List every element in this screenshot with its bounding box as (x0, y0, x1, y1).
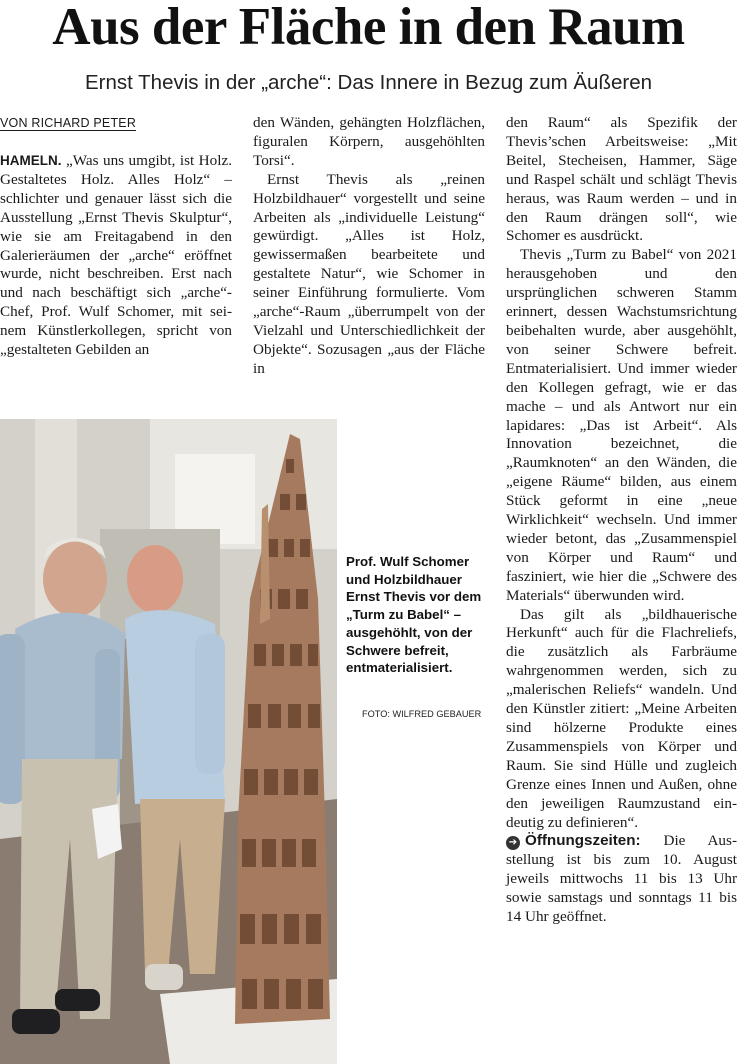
headline: Aus der Fläche in den Raum (52, 0, 685, 56)
opening-hours-text: Die Ausstellung ist bis zum 10. August jeweils mittwochs 11 bis 13 Uhr sowie samstags und sonntags 11 bis 14 Uhr geöffnet. (506, 832, 737, 926)
paragraph: den Wänden, gehängten Holzflächen, figuralen Körpern, ausgehöhlten Torsi“. (253, 114, 485, 169)
opening-hours-label: Öffnungszeiten: (525, 832, 641, 850)
byline: VON RICHARD PETER (0, 116, 137, 130)
article-photo (0, 419, 337, 1064)
column-2 (253, 114, 485, 379)
arrow-right-icon: ➔ (506, 836, 520, 850)
subheadline: Ernst Thevis in der „arche“: Das Innere in Bezug zum Äußeren (84, 71, 653, 94)
dateline: HAMELN. (0, 153, 62, 168)
paragraph: Das gilt als „bildhauerische Herkunft“ auch für die Flachreliefs, die zusätzlich als Farbräume wahrgenommen werden, sich zu „malerischen Reliefs“ wandeln. Und den Künstler zitiert: „Meine Arbeiten sind hölzerne Produkte eines Zusammenspiels von Körper und Raum. Sie sind Hülle und zugleich Grenze eines Innen und Außen, ohne den jeweiligen Raumzustand eindeutig zu definieren“. (506, 605, 737, 831)
lead-text: „Was uns umgibt, ist Holz. Gestaltetes Holz. Alles Holz“ – schlichter und genauer lässt sich die Ausstellung „Ernst Thevis Skulptur“, wie sie am Freitagabend in den Galerieräumen der „arche“ eröffnet wurde, nicht beschreiben. Erst nach und nach beschäftigt sich „arche“-Chef, Prof. Wulf Schomer, mit seinem Künstlerkollegen, spricht von „gestalteten Gebilden an (0, 152, 233, 359)
lead-paragraph (0, 152, 232, 360)
column-1 (0, 114, 232, 360)
column-3 (506, 114, 737, 927)
photo-illustration (0, 419, 337, 1064)
photo-caption: Prof. Wulf Schomer und Holzbildhauer Ernst Thevis vor dem „Turm zu Babel“ – ausgehöhlt, von der Schwere befreit, entmaterialisiert. (346, 554, 482, 676)
paragraph: Ernst Thevis als „reinen Holzbildhauer“ vorgestellt und seine Arbeiten als „individuelle Leistung“ gewürdigt. „Alles ist Holz, gewissermaßen bearbeitete und gestaltete Natur“, wie Schomer in seiner Einführung formulierte. Vom „arche“-Raum „überrumpelt von der Vielzahl und Unterschiedlichkeit der Objekte“. Sozusagen „aus der Fläche in (253, 170, 485, 377)
photo-credit: FOTO: WILFRED GEBAUER (362, 709, 482, 719)
opening-hours (506, 832, 737, 927)
paragraph: den Raum“ als Spezifik der Thevis’schen Arbeitsweise: „Mit Beitel, Stecheisen, Hammer, Säge und Raspel schält und schlägt Thevis heraus, was Raum werden – und in den Raum drängen soll“, wie Schomer es ausdrückt. (506, 114, 737, 245)
paragraph: Thevis „Turm zu Babel“ von 2021 herausgehoben und den ursprünglichen schweren Stamm erinnert, dessen Wachstumsrichtung beibehalten wurde, aber ausgehöhlt, von seiner Schwere befreit. Entmaterialisiert. Und immer wieder den Kollegen gefragt, wie er das mache – und als Antwort nur ein lapidares: „Das ist Arbeit“. Als Innovation bezeichnet, die „Raumknoten“ an den Wänden, die „eigene Räume“ bilden, aus einem Stück geformt in eine „neue Wirklichkeit“ wechseln. Und immer wieder betont, das „Zusammenspiel von Körper und Raum“ und fasziniert, wie hier die „Schwere des Materials“ überwunden wird. (506, 246, 737, 604)
